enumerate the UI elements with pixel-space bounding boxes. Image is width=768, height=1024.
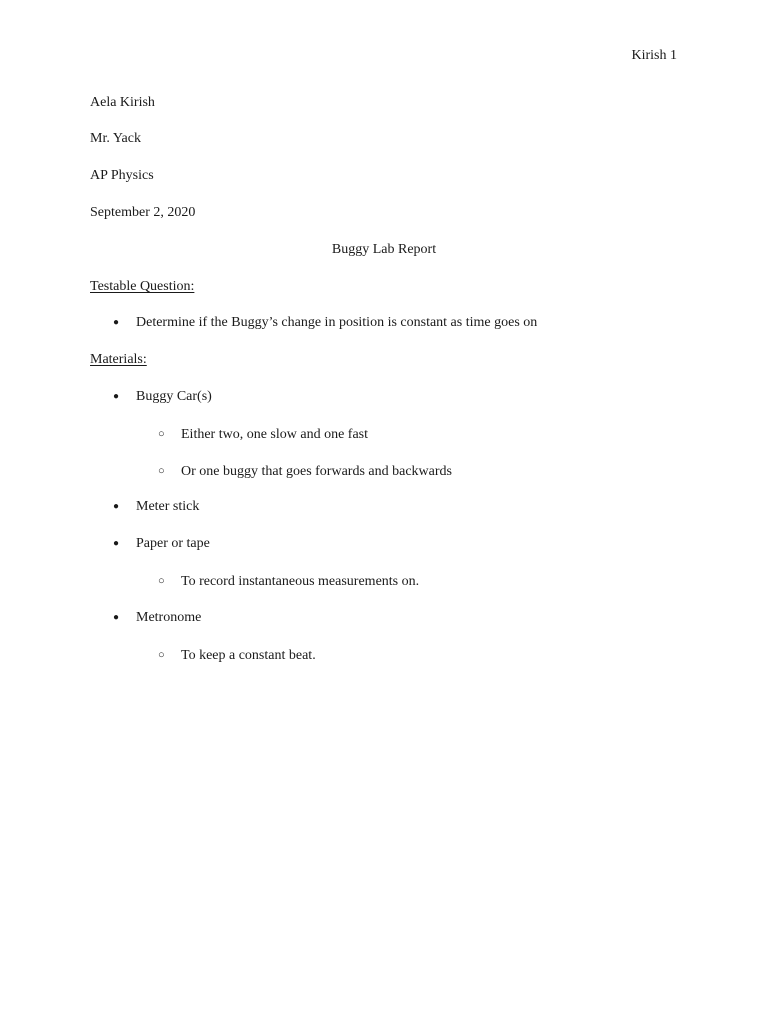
sub-list-item bbox=[158, 462, 452, 481]
sub-bullet-icon: ○ bbox=[158, 428, 165, 440]
sub-list-item bbox=[158, 572, 419, 591]
bullet-icon: ● bbox=[113, 391, 120, 402]
bullet-icon: ● bbox=[113, 317, 120, 328]
sub-list-item bbox=[158, 646, 316, 665]
list-item-text: Buggy Car(s) bbox=[136, 389, 212, 404]
sub-bullet-icon: ○ bbox=[158, 465, 165, 477]
teacher-name: Mr. Yack bbox=[90, 131, 141, 146]
list-item-text: Meter stick bbox=[136, 499, 200, 514]
bullet-icon: ● bbox=[113, 612, 120, 623]
bullet-icon: ● bbox=[113, 501, 120, 512]
bullet-icon: ● bbox=[113, 538, 120, 549]
testable-question-heading: Testable Question: bbox=[90, 279, 195, 294]
report-date: September 2, 2020 bbox=[90, 205, 196, 220]
list-item bbox=[113, 314, 537, 332]
list-item bbox=[113, 388, 212, 406]
sub-list-item bbox=[158, 425, 368, 444]
sub-bullet-icon: ○ bbox=[158, 575, 165, 587]
student-name: Aela Kirish bbox=[90, 95, 155, 110]
sub-list-item-text: Or one buggy that goes forwards and backwards bbox=[181, 464, 452, 479]
sub-list-item-text: Either two, one slow and one fast bbox=[181, 427, 369, 442]
materials-heading: Materials: bbox=[90, 352, 147, 367]
list-item-text: Paper or tape bbox=[136, 536, 210, 551]
list-item bbox=[113, 498, 199, 516]
sub-list-item-text: To record instantaneous measurements on. bbox=[181, 574, 420, 589]
list-item-text: Determine if the Buggy’s change in position is constant as time goes on bbox=[136, 315, 538, 330]
list-item bbox=[113, 609, 201, 627]
list-item bbox=[113, 535, 210, 553]
course-name: AP Physics bbox=[90, 168, 154, 183]
page-header: Kirish 1 bbox=[631, 48, 677, 63]
sub-bullet-icon: ○ bbox=[158, 649, 165, 661]
report-title: Buggy Lab Report bbox=[331, 242, 437, 257]
list-item-text: Metronome bbox=[136, 610, 202, 625]
sub-list-item-text: To keep a constant beat. bbox=[181, 648, 316, 663]
